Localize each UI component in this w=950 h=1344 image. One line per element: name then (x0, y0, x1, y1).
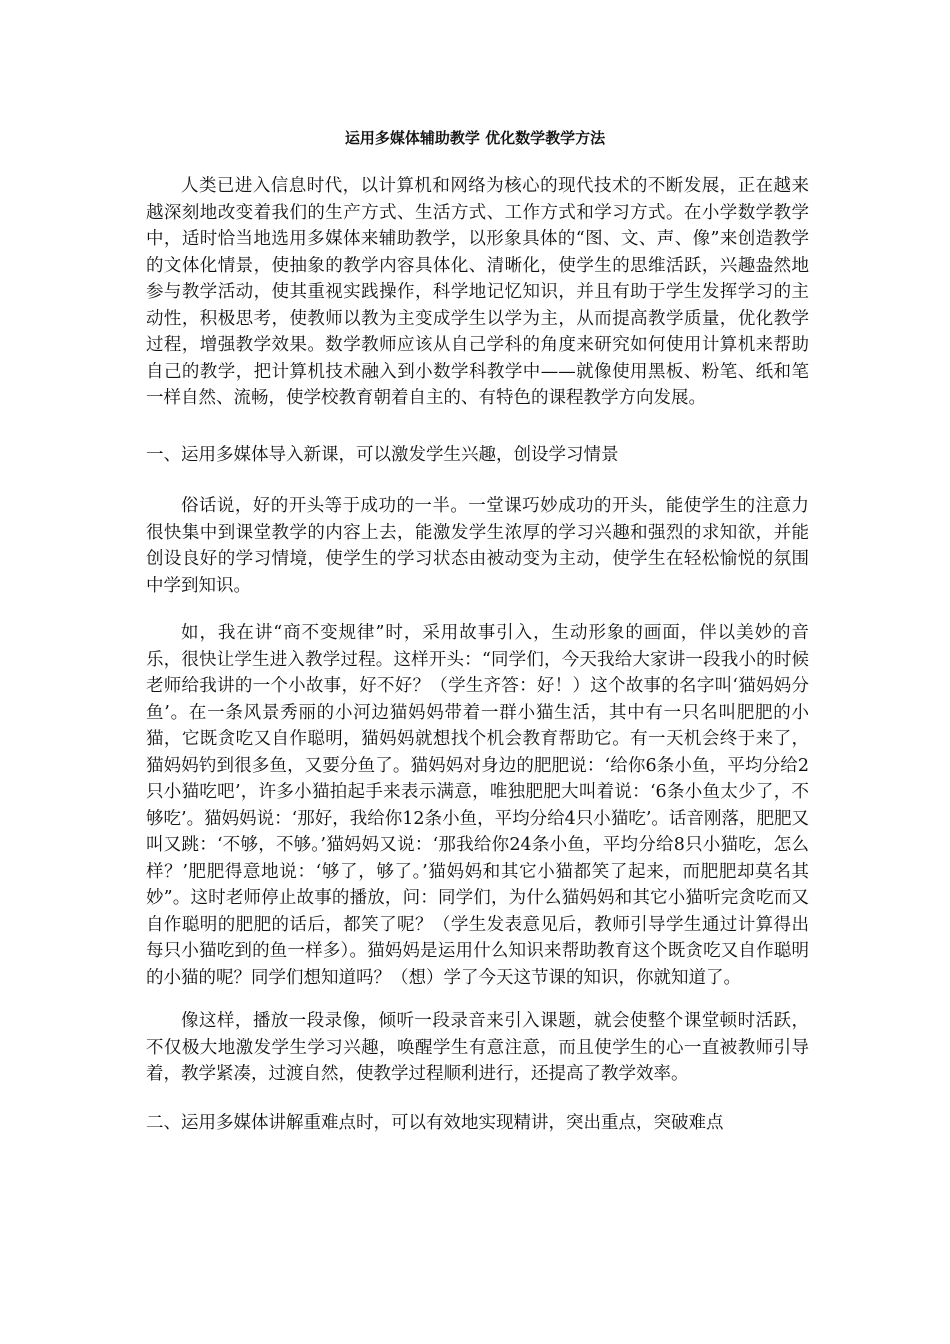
section-heading-1: 一、运用多媒体导入新课，可以激发学生兴趣，创设学习情景 (146, 445, 619, 465)
story-paragraph: 如，我在讲“商不变规律”时，采用故事引入，生动形象的画面，伴以美妙的音乐，很快让学生进入教学过程。这样开头：“同学们，今天我给大家讲一段我小的时候老师给我讲的一个小故事，好不好？（学生齐答：好！）这个故事的名字叫‘猫妈妈分鱼’。在一条风景秀丽的小河边猫妈妈带着一群小猫生活，其中有一只名叫肥肥的小猫，它既贪吃又自作聪明，猫妈妈就想找个机会教育帮助它。有一天机会终于来了，猫妈妈钓到很多鱼，又要分鱼了。猫妈妈对身边的肥肥说：‘给你6条小鱼，平均分给2只小猫吃吧’，许多小猫拍起手来表示满意，唯独肥肥大叫着说：‘6条小鱼太少了，不够吃’。猫妈妈说：‘那好，我给你12条小鱼，平均分给4只小猫吃’。话音刚落，肥肥又叫又跳：‘不够，不够。’猫妈妈又说：‘那我给你24条小鱼，平均分给8只小猫吃，怎么样？’肥肥得意地说：‘够了，够了。’猫妈妈和其它小猫都笑了起来，而肥肥却莫名其妙”。这时老师停止故事的播放，问：同学们，为什么猫妈妈和其它小猫听完贪吃而又自作聪明的肥肥的话后，都笑了呢？（学生发表意见后，教师引导学生通过计算得出每只小猫吃到的鱼一样多）。猫妈妈是运用什么知识来帮助教育这个既贪吃又自作聪明的小猫的呢？同学们想知道吗？（想）学了今天这节课的知识，你就知道了。 (146, 623, 809, 988)
body-paragraph-2: 俗话说，好的开头等于成功的一半。一堂课巧妙成功的开头，能使学生的注意力很快集中到课堂教学的内容上去，能激发学生浓厚的学习兴趣和强烈的求知欲，并能创设良好的学习情境，使学生的学习状态由被动变为主动，使学生在轻松愉悦的氛围中学到知识。 (146, 496, 809, 596)
body-paragraph-4: 像这样，播放一段录像，倾听一段录音来引入课题，就会使整个课堂顿时活跃，不仅极大地激发学生学习兴趣，唤醒学生有意注意，而且使学生的心一直被教师引导着，教学紧凑，过渡自然，使教学过程顺利进行，还提高了教学效率。 (146, 1011, 809, 1084)
intro-paragraph: 人类已进入信息时代，以计算机和网络为核心的现代技术的不断发展，正在越来越深刻地改变着我们的生产方式、生活方式、工作方式和学习方式。在小学数学教学中，适时恰当地选用多媒体来辅助教学，以形象具体的“图、文、声、像”来创造教学的文体化情景，使抽象的教学内容具体化、清晰化，使学生的思维活跃，兴趣盎然地参与教学活动，使其重视实践操作，科学地记忆知识，并且有助于学生发挥学习的主动性，积极思考，使教师以教为主变成学生以学为主，从而提高教学质量，优化教学过程，增强教学效果。数学教师应该从自己学科的角度来研究如何使用计算机来帮助自己的教学，把计算机技术融入到小数学科教学中——就像使用黑板、粉笔、纸和笔一样自然、流畅，使学校教育朝着自主的、有特色的课程教学方向发展。 (146, 176, 809, 408)
section-heading-2: 二、运用多媒体讲解重难点时，可以有效地实现精讲，突出重点，突破难点 (146, 1113, 724, 1133)
page-title: 运用多媒体辅助教学 优化数学教学方法 (344, 129, 606, 147)
